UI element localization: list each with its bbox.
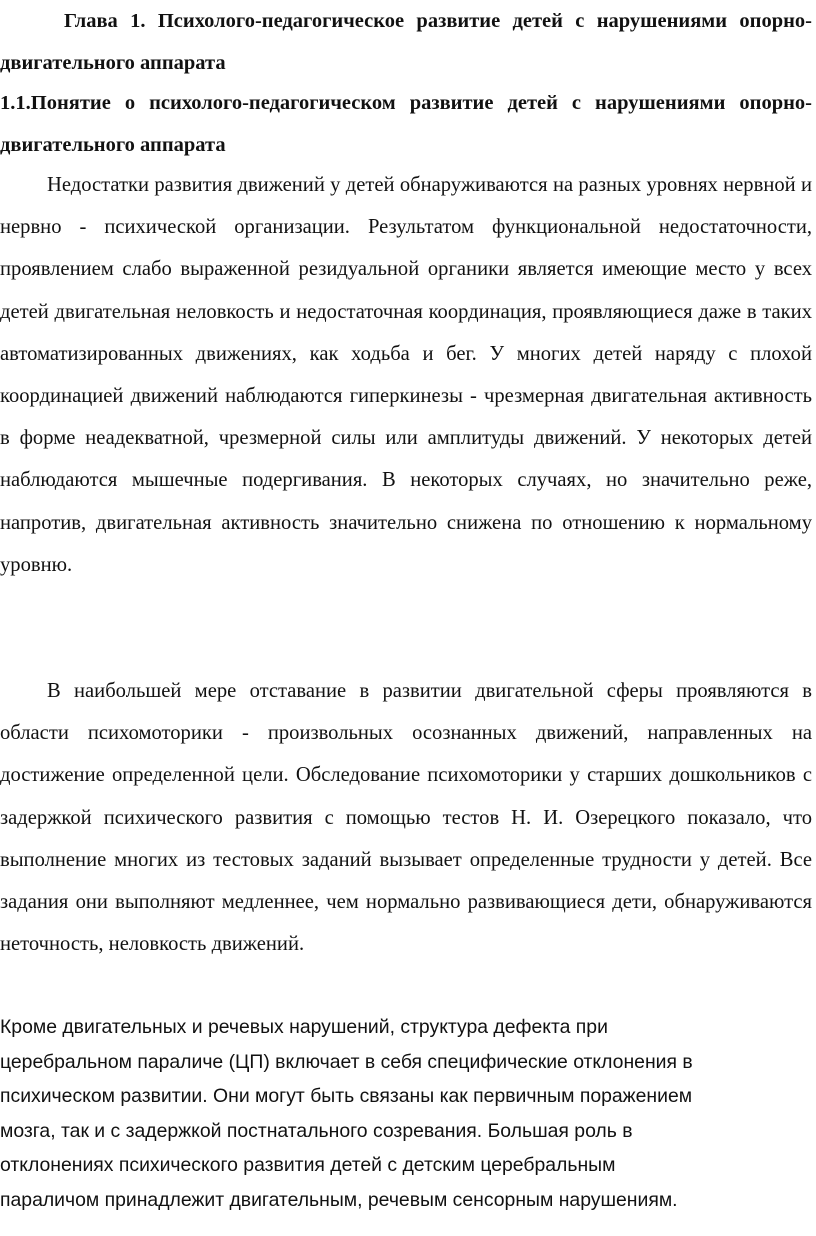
closing-paragraph xyxy=(0,1010,812,1217)
closing-line: церебральном параличе (ЦП) включает в себя специфические отклонения в xyxy=(0,1050,693,1073)
section-heading: 1.1.Понятие о психолого-педагогическом развитие детей с нарушениями опорно-двигательного аппарата xyxy=(0,92,812,156)
closing-line: психическом развитии. Они могут быть связаны как первичным поражением xyxy=(0,1085,693,1107)
closing-line: Кроме двигательных и речевых нарушений, структура дефекта при xyxy=(0,1016,608,1038)
chapter-heading: Глава 1. Психолого-педагогическое развитие детей с нарушениями опорно-двигательного аппарата xyxy=(0,10,812,74)
closing-line: мозга, так и с задержкой постнатального созревания. Большая роль в xyxy=(0,1119,633,1142)
closing-line: отклонениях психического развития детей с детским церебральным xyxy=(0,1154,616,1176)
body-paragraph: В наибольшей мере отставание в развитии двигательной сферы проявляются в области психомоторики - произвольных осознанных движений, направленных на достижение определенной цели. Обследование психомоторики у старших дошкольников с задержкой психического развития с помощью тестов Н. И. Озерецкого показало, что выполнение многих из тестовых заданий вызывает определенные трудности у детей. Все задания они выполняют медленнее, чем нормально развивающиеся дети, обнаруживаются неточность, неловкость движений. xyxy=(0,680,812,956)
body-paragraph: Недостатки развития движений у детей обнаруживаются на разных уровнях нервной и нервно - психической организации. Результатом функциональной недостаточности, проявлением слабо выраженной резидуальной органики является имеющие место у всех детей двигательная неловкость и недостаточная координация, проявляющиеся даже в таких автоматизированных движениях, как ходьба и бег. У многих детей наряду с плохой координацией движений наблюдаются гиперкинезы - чрезмерная двигательная активность в форме неадекватной, чрезмерной силы или амплитуды движений. У некоторых детей наблюдаются мышечные подергивания. В некоторых случаях, но значительно реже, напротив, двигательная активность значительно снижена по отношению к нормальному уровню. xyxy=(0,174,812,576)
closing-line: параличом принадлежит двигательным, речевым сенсорным нарушениям. xyxy=(0,1188,678,1211)
